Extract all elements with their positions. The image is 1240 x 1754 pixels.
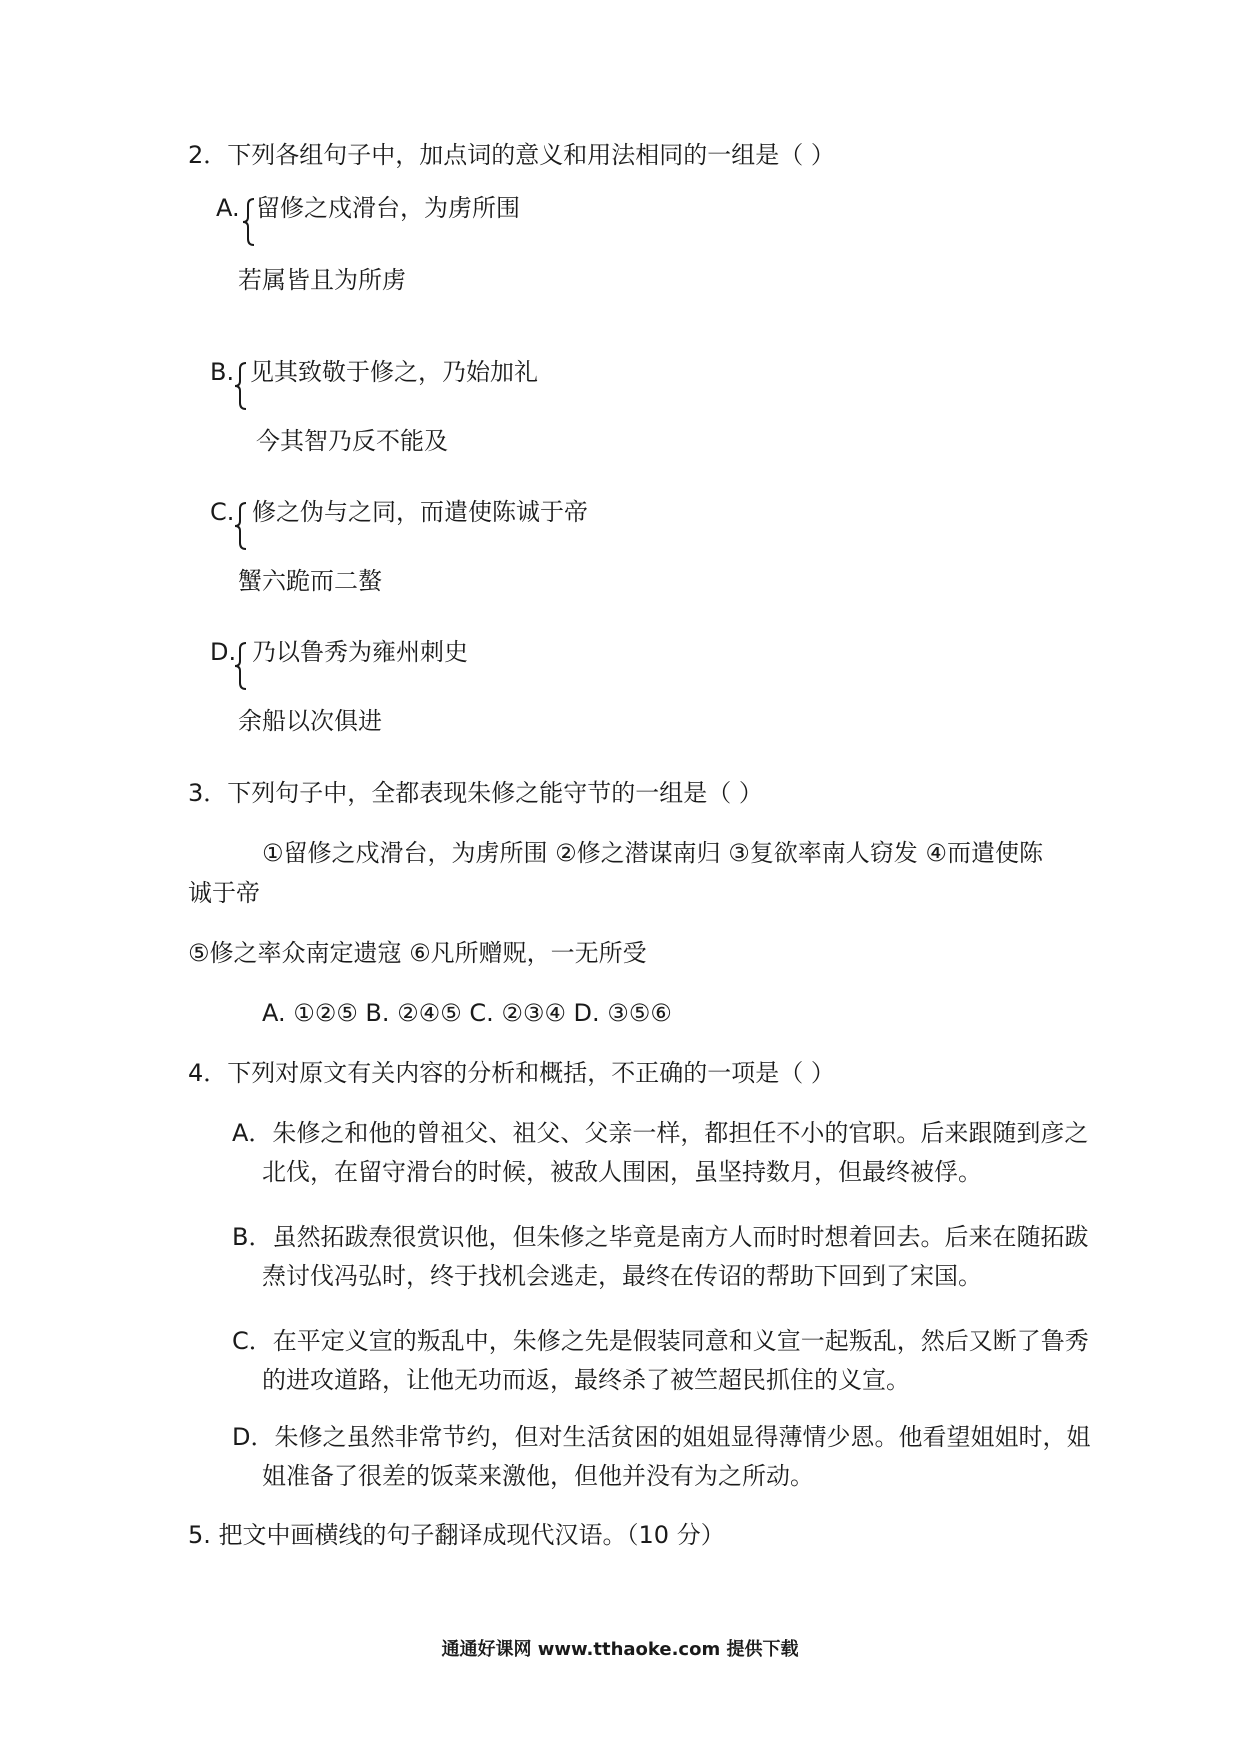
q2-option-d-second: 余船以次俱进 bbox=[238, 707, 382, 735]
q4-option-c-line-1: C．在平定义宣的叛乱中，朱修之先是假装同意和义宣一起叛乱，然后又断了鲁秀 bbox=[232, 1327, 1089, 1355]
q2-option-c-second: 蟹六跪而二螯 bbox=[238, 567, 382, 595]
q4-option-b-line-1: B．虽然拓跋焘很赏识他，但朱修之毕竟是南方人而时时想着回去。后来在随拓跋 bbox=[232, 1223, 1089, 1251]
q3-items-line-3: ⑤修之率众南定遗寇 ⑥凡所赠贶，一无所受 bbox=[188, 939, 647, 967]
q2-option-d-label: D. bbox=[210, 638, 237, 666]
q2-option-c-label: C. bbox=[210, 498, 235, 526]
q2-option-b-label: B. bbox=[210, 358, 235, 386]
q2-option-a-label: A. bbox=[216, 194, 240, 222]
question-3-title: 3．下列句子中，全都表现朱修之能守节的一组是（ ） bbox=[188, 779, 763, 807]
brace-icon bbox=[232, 641, 250, 691]
footer-download-note: 通通好课网 www.tthaoke.com 提供下载 bbox=[441, 1639, 799, 1660]
q3-choices: A. ①②⑤ B. ②④⑤ C. ②③④ D. ③⑤⑥ bbox=[262, 999, 672, 1027]
q2-option-a-second: 若属皆且为所虏 bbox=[238, 266, 406, 294]
q2-option-c-first: 修之伪与之同，而遣使陈诚于帝 bbox=[252, 498, 588, 526]
q4-option-c-line-2: 的进攻道路，让他无功而返，最终杀了被竺超民抓住的义宣。 bbox=[262, 1366, 910, 1394]
question-2-title: 2．下列各组句子中，加点词的意义和用法相同的一组是（ ） bbox=[188, 141, 835, 169]
question-5-title: 5. 把文中画横线的句子翻译成现代汉语。（10 分） bbox=[188, 1521, 725, 1549]
q2-option-b-second: 今其智乃反不能及 bbox=[256, 427, 448, 455]
q4-option-a-line-2: 北伐，在留守滑台的时候，被敌人围困，虽坚持数月，但最终被俘。 bbox=[262, 1158, 982, 1186]
q2-option-d-first: 乃以鲁秀为雍州刺史 bbox=[252, 638, 468, 666]
q3-items-line-2: 诚于帝 bbox=[188, 879, 260, 907]
q2-option-a-first: 留修之戍滑台，为虏所围 bbox=[256, 194, 520, 222]
question-4-title: 4．下列对原文有关内容的分析和概括，不正确的一项是（ ） bbox=[188, 1059, 835, 1087]
q4-option-b-line-2: 焘讨伐冯弘时，终于找机会逃走，最终在传诏的帮助下回到了宋国。 bbox=[262, 1262, 982, 1290]
q2-option-b-first: 见其致敬于修之，乃始加礼 bbox=[250, 358, 538, 386]
brace-icon bbox=[232, 361, 250, 411]
brace-icon bbox=[232, 501, 250, 551]
q4-option-d-line-2: 姐准备了很差的饭菜来激他，但他并没有为之所动。 bbox=[262, 1462, 814, 1490]
q4-option-a-line-1: A．朱修之和他的曾祖父、祖父、父亲一样，都担任不小的官职。后来跟随到彦之 bbox=[232, 1119, 1089, 1147]
q3-items-line-1: ①留修之戍滑台，为虏所围 ②修之潜谋南归 ③复欲率南人窃发 ④而遣使陈 bbox=[262, 839, 1043, 867]
q4-option-d-line-1: D．朱修之虽然非常节约，但对生活贫困的姐姐显得薄情少恩。他看望姐姐时，姐 bbox=[232, 1423, 1091, 1451]
